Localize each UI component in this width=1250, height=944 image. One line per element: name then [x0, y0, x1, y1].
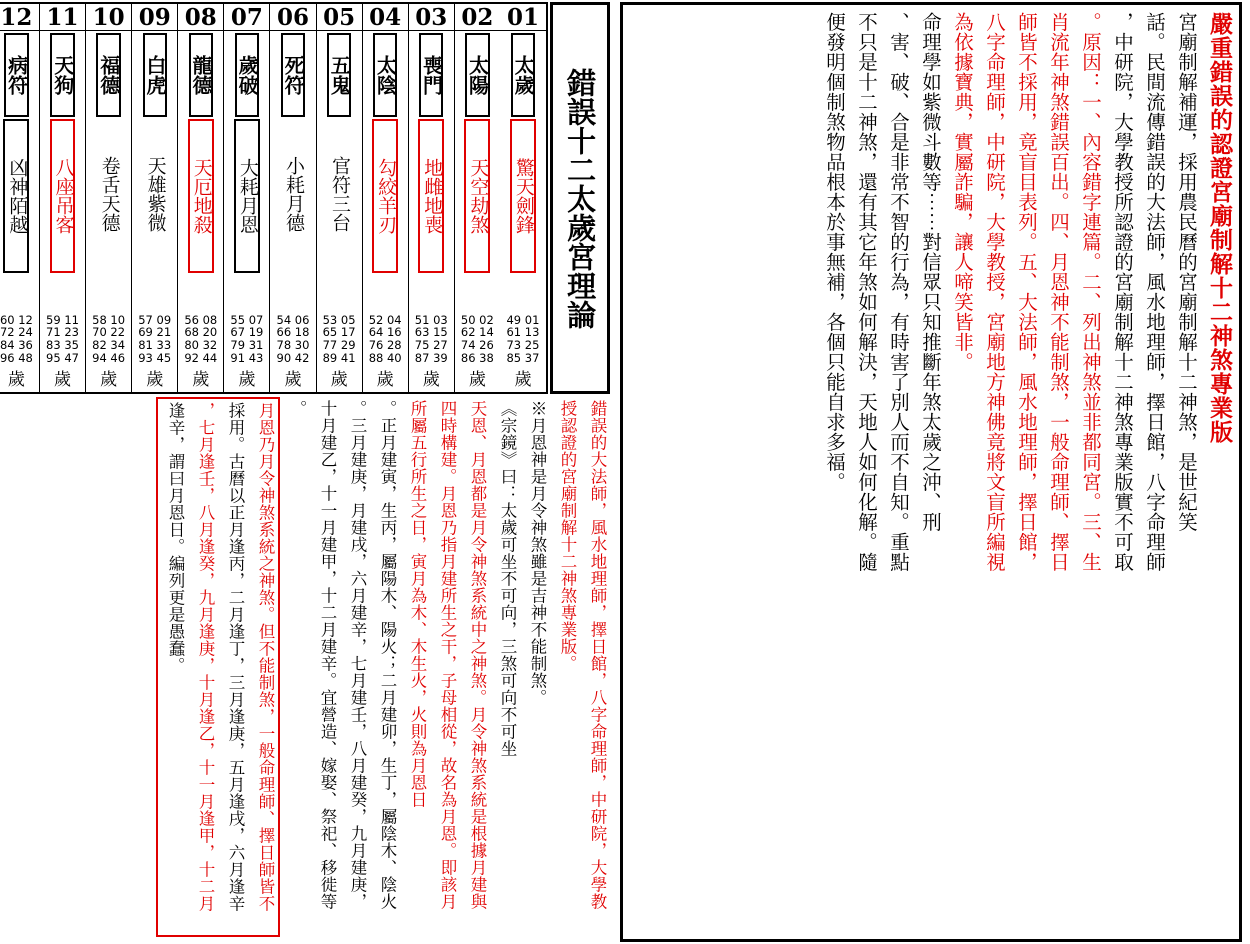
article-line: ，中研院，大學教授所認證的宮廟制解十二神煞專業版實不可取: [1111, 12, 1134, 572]
age-list: 51 03 63 15 75 27 87 39: [414, 312, 448, 366]
age-label: 歲: [100, 370, 118, 390]
palace-column: [454, 4, 500, 392]
note-line: 四時構建。月恩乃指月建所生之干，子母相從，故名為月恩。即該月: [438, 400, 457, 910]
note-block: [400, 397, 490, 937]
palace-name: 病符: [4, 33, 28, 117]
palace-column: [177, 4, 223, 392]
divider: [363, 30, 408, 31]
palace-number: 10: [92, 4, 125, 31]
palace-column: [316, 4, 362, 392]
article-line: 為依據寶典，實屬詐騙，讓人啼笑皆非。: [951, 12, 974, 372]
note-line: 授認證的宮廟制解十二神煞專業版。: [558, 400, 577, 672]
age-label: 歲: [422, 370, 440, 390]
palace-sub-names: 天雄紫微: [144, 156, 167, 232]
age-list: 57 09 69 21 81 33 93 45: [138, 312, 172, 366]
table-title: 錯誤十二太歲宮理論: [550, 2, 610, 394]
age-label: 歲: [7, 370, 25, 390]
note-line: 十月建乙，十一月建甲，十二月建辛。宜營造、嫁娶、祭祀、移徙等: [318, 400, 337, 910]
palace-name: 死符: [281, 33, 305, 117]
note-block: [280, 397, 400, 937]
palace-column: [0, 4, 39, 392]
palace-sub-names: 凶神陌越: [3, 119, 29, 273]
palace-column: [85, 4, 131, 392]
palace-column: [500, 4, 546, 392]
palace-number: 06: [276, 4, 309, 31]
divider: [132, 30, 177, 31]
article-line: 、害、破、合是非常不智的行為，有時害了別人而不自知。重點: [887, 12, 910, 572]
article-line: 師皆不採用，竟盲目表列。五、大法師，風水地理師，擇日館，: [1015, 12, 1038, 572]
article-line: 宮廟制解補運，採用農民曆的宮廟制解十二神煞，是世紀笑: [1175, 12, 1198, 532]
note-block: [490, 397, 520, 937]
article-line: 不只是十二神煞，還有其它年煞如何解決，天地人如何化解。隨: [855, 12, 878, 572]
note-line: 採用。古曆以正月逢丙，二月逢丁，三月逢庚，五月逢戌，六月逢辛: [226, 402, 245, 912]
note-line: 。: [288, 400, 307, 417]
notes-area: [2, 397, 610, 937]
palace-number: 01: [506, 4, 539, 31]
palace-sub-names: 八座吊客: [50, 119, 76, 273]
age-list: 55 07 67 19 79 31 91 43: [230, 312, 264, 366]
table-columns: [0, 2, 548, 394]
palace-number: 03: [415, 4, 448, 31]
palace-column: [131, 4, 177, 392]
age-list: 56 08 68 20 80 32 92 44: [184, 312, 218, 366]
palace-number: 12: [0, 4, 33, 31]
divider: [224, 30, 269, 31]
palace-sub-names: 勾絞羊刃: [372, 119, 398, 273]
palace-column: [362, 4, 408, 392]
palace-name: 天狗: [50, 33, 74, 117]
article-line: 八字命理師，中研院，大學教授，宮廟地方神佛竟將文盲所編視: [983, 12, 1006, 572]
right-panel: [620, 2, 1242, 942]
note-line: ※月恩神是月令神煞雖是吉神不能制煞。: [528, 400, 547, 706]
note-line: 。三月建庚，月建戌，六月建辛，七月建壬，八月建癸，九月建庚，: [348, 400, 367, 910]
divider: [455, 30, 500, 31]
note-line: 月恩乃月令神煞系統之神煞。但不能制煞，一般命理師、擇日師皆不: [256, 402, 275, 912]
palace-sub-names: 大耗月恩: [234, 119, 260, 273]
palace-sub-names: 天空劫煞: [464, 119, 490, 273]
note-line: 。正月建寅，生丙，屬陽木、陽火；二月建卯，生丁，屬陰木、陰火: [378, 400, 397, 910]
divider: [500, 30, 546, 31]
palace-sub-names: 官符三台: [329, 156, 352, 232]
age-label: 歲: [54, 370, 72, 390]
note-line: 《宗鏡》曰：太歲可坐不可向，三煞可向不可坐: [498, 400, 517, 757]
age-list: 50 02 62 14 74 26 86 38: [460, 312, 494, 366]
divider: [86, 30, 131, 31]
age-label: 歲: [514, 370, 532, 390]
divider: [0, 30, 39, 31]
note-line: ，七月逢壬，八月逢癸，九月逢庚，十月逢乙，十一月逢甲，十二月: [196, 402, 215, 912]
age-label: 歲: [468, 370, 486, 390]
note-block: [156, 397, 280, 937]
palace-number: 08: [184, 4, 217, 31]
age-list: 60 12 72 24 84 36 96 48: [0, 312, 33, 366]
age-list: 49 01 61 13 73 25 85 37: [506, 312, 540, 366]
article-title: 嚴重錯誤的認證宮廟制解十二神煞專業版: [1206, 12, 1233, 444]
note-line: 錯誤的大法師，風水地理師，擇日館，八字命理師，中研院，大學教: [588, 400, 607, 910]
note-line: 所屬五行所生之日，寅月為木、木生火，火則為月恩日: [408, 400, 427, 808]
age-list: 59 11 71 23 83 35 95 47: [46, 312, 79, 366]
divider: [270, 30, 315, 31]
divider: [317, 30, 362, 31]
palace-name: 五鬼: [327, 33, 351, 117]
article-line: 命理學如紫微斗數等⋯⋯對信眾只知推斷年煞太歲之沖、刑: [919, 12, 942, 532]
age-list: 54 06 66 18 78 30 90 42: [276, 312, 310, 366]
age-label: 歲: [192, 370, 210, 390]
palace-column: [269, 4, 315, 392]
note-line: 天恩、月恩都是月令神煞系統中之神煞。月令神煞系統是根據月建與: [468, 400, 487, 910]
palace-sub-names: 小耗月德: [282, 156, 305, 232]
divider: [409, 30, 454, 31]
age-label: 歲: [146, 370, 164, 390]
palace-sub-names: 地雌地喪: [418, 119, 444, 273]
palace-sub-names: 驚天劍鋒: [510, 119, 536, 273]
note-block: [520, 397, 550, 937]
palace-name: 太陽: [465, 33, 489, 117]
age-list: 53 05 65 17 77 29 89 41: [322, 312, 356, 366]
palace-name: 太陰: [373, 33, 397, 117]
divider: [178, 30, 223, 31]
divider: [40, 30, 85, 31]
palace-number: 02: [461, 4, 494, 31]
article-line: 。原因：一、內容錯字連篇。二、列出神煞並非都同宮。三、生: [1079, 12, 1102, 572]
twelve-palace-table: [2, 2, 610, 394]
article-line: 肖流年神煞錯誤百出。四、月恩神不能制煞，一般命理師、擇日: [1047, 12, 1070, 572]
palace-column: [408, 4, 454, 392]
age-label: 歲: [376, 370, 394, 390]
palace-name: 福德: [96, 33, 120, 117]
note-block: [550, 397, 610, 937]
note-line: 逢辛，謂曰月恩日。編列更是愚蠢。: [166, 402, 185, 674]
age-label: 歲: [238, 370, 256, 390]
palace-number: 05: [323, 4, 356, 31]
palace-name: 歲破: [235, 33, 259, 117]
palace-column: [39, 4, 85, 392]
palace-number: 11: [46, 4, 79, 31]
palace-number: 09: [138, 4, 171, 31]
age-label: 歲: [284, 370, 302, 390]
palace-number: 07: [230, 4, 263, 31]
palace-column: [223, 4, 269, 392]
palace-name: 龍德: [189, 33, 213, 117]
palace-name: 白虎: [143, 33, 167, 117]
palace-name: 喪門: [419, 33, 443, 117]
palace-sub-names: 卷舌天德: [98, 156, 121, 232]
age-label: 歲: [330, 370, 348, 390]
palace-number: 04: [369, 4, 402, 31]
palace-name: 太歲: [511, 33, 535, 117]
age-list: 52 04 64 16 76 28 88 40: [368, 312, 402, 366]
left-panel: [0, 0, 612, 940]
age-list: 58 10 70 22 82 34 94 46: [92, 312, 126, 366]
article-line: 便發明個制煞物品根本於事無補，各個只能自求多福。: [823, 12, 846, 492]
article-line: 話。民間流傳錯誤的大法師，風水地理師，擇日館，八字命理師: [1143, 12, 1166, 572]
palace-sub-names: 天厄地殺: [188, 119, 214, 273]
